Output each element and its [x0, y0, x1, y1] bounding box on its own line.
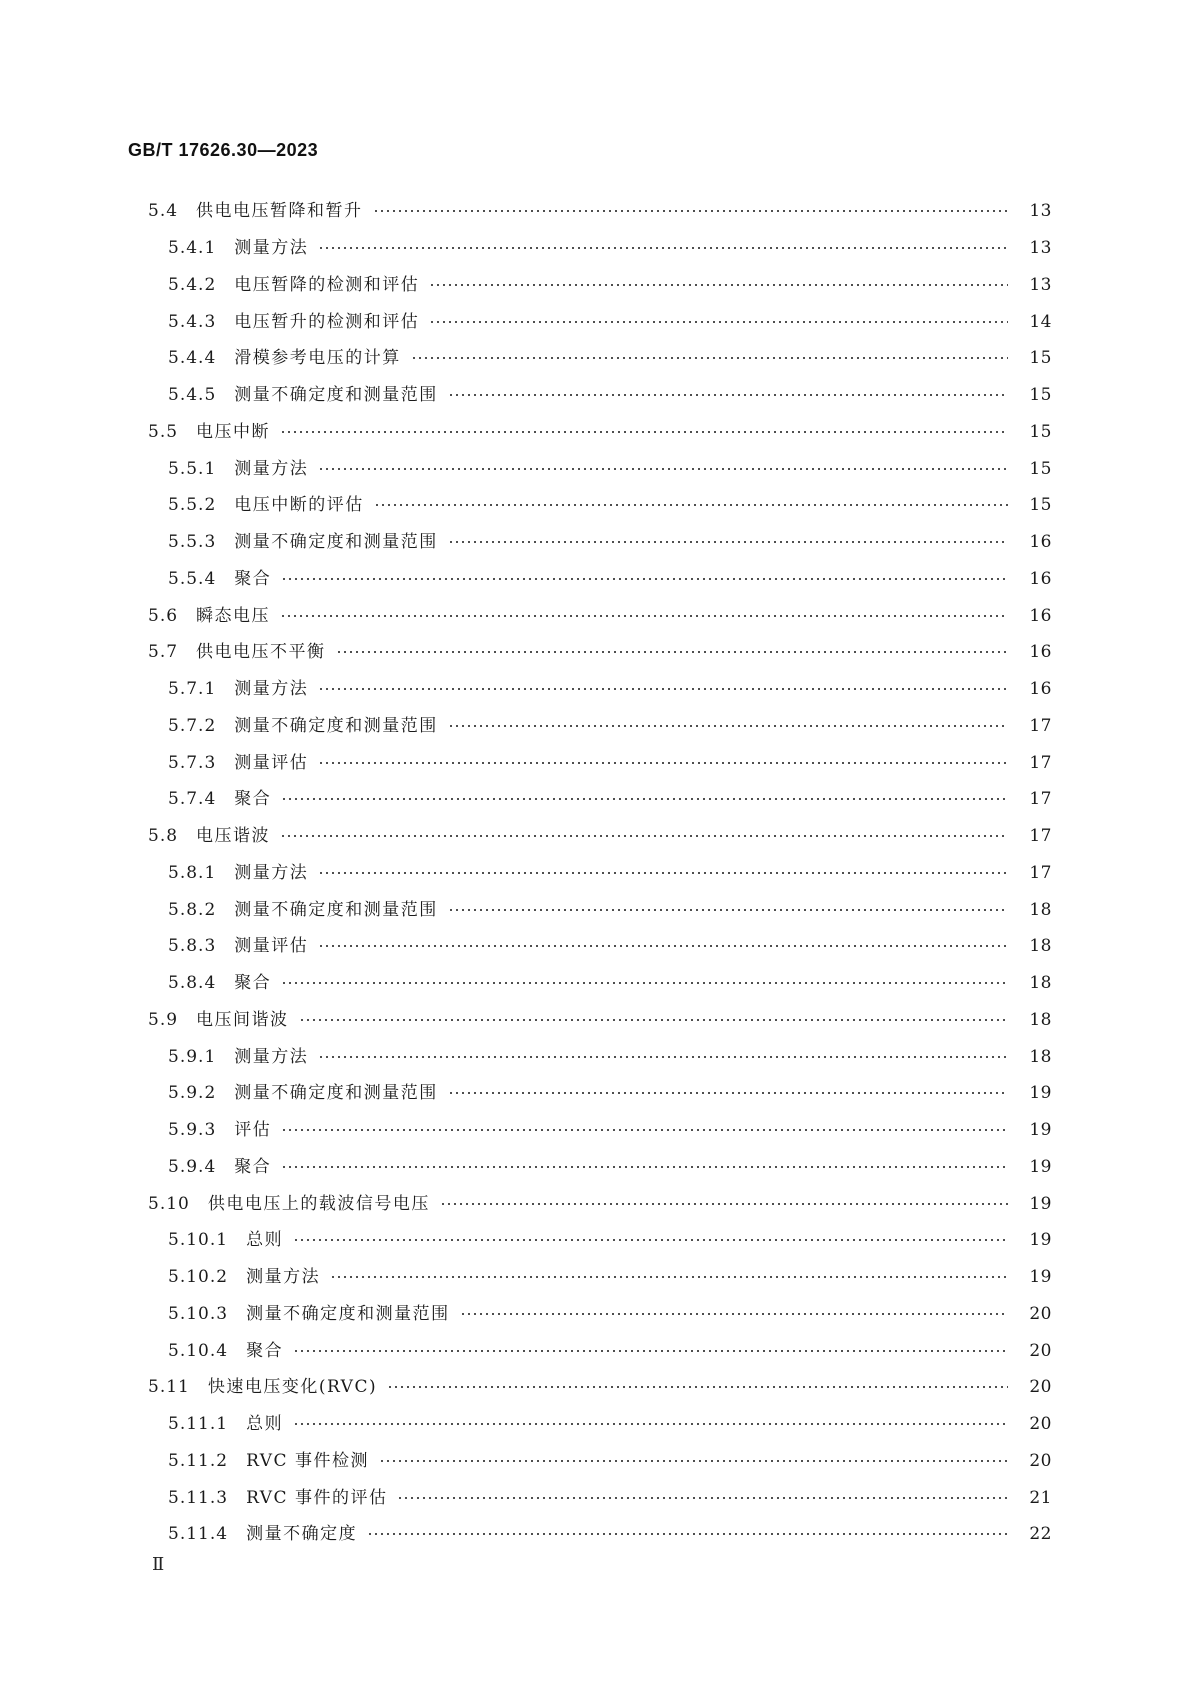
- dot-leader: [367, 1533, 1008, 1535]
- toc-entry[interactable]: [0, 524, 1191, 561]
- toc-entry-page: 15: [1029, 348, 1052, 369]
- toc-entry-number: 5.8: [148, 826, 179, 847]
- toc-entry-number: 5.11.2: [168, 1450, 229, 1471]
- toc-entry-title: 聚合: [234, 568, 272, 589]
- toc-entry-page: 20: [1029, 1303, 1052, 1324]
- toc-entry-title: 电压暂降的检测和评估: [234, 274, 420, 295]
- toc-entry[interactable]: [0, 1259, 1191, 1296]
- toc-entry-page: 13: [1029, 274, 1052, 295]
- dot-leader: [281, 982, 1008, 984]
- toc-entry[interactable]: [0, 193, 1191, 230]
- toc-entry[interactable]: [0, 1332, 1191, 1369]
- toc-entry-title: 聚合: [234, 1156, 272, 1177]
- dot-leader: [440, 1203, 1008, 1205]
- toc-entry-number: 5.4: [148, 201, 179, 222]
- toc-entry-number: 5.11: [148, 1377, 190, 1398]
- dot-leader: [448, 541, 1008, 543]
- toc-entry-page: 15: [1029, 458, 1052, 479]
- toc-entry-page: 20: [1029, 1340, 1052, 1361]
- toc-entry-page: 20: [1029, 1450, 1052, 1471]
- toc-entry-page: 19: [1029, 1193, 1052, 1214]
- dot-leader: [280, 431, 1008, 433]
- dot-leader: [448, 909, 1008, 911]
- dot-leader: [448, 394, 1008, 396]
- dot-leader: [318, 945, 1008, 947]
- toc-entry-number: 5.11.4: [168, 1524, 229, 1545]
- dot-leader: [293, 1423, 1008, 1425]
- toc-entry[interactable]: [0, 634, 1191, 671]
- dot-leader: [429, 284, 1008, 286]
- dot-leader: [330, 1276, 1008, 1278]
- toc-entry[interactable]: [0, 708, 1191, 745]
- toc-entry-number: 5.9.1: [168, 1046, 217, 1067]
- toc-entry-page: 19: [1029, 1230, 1052, 1251]
- toc-entry-title: 测量不确定度和测量范围: [234, 715, 438, 736]
- toc-entry[interactable]: [0, 1296, 1191, 1333]
- dot-leader: [293, 1239, 1008, 1241]
- dot-leader: [280, 615, 1008, 617]
- toc-entry[interactable]: [0, 891, 1191, 928]
- toc-entry-page: 17: [1029, 789, 1052, 810]
- toc-entry-number: 5.4.2: [168, 274, 217, 295]
- toc-entry-title: 电压间谐波: [196, 1009, 289, 1030]
- toc-entry-title: 快速电压变化(RVC): [207, 1377, 378, 1398]
- toc-entry[interactable]: [0, 818, 1191, 855]
- toc-entry-number: 5.10: [148, 1193, 190, 1214]
- toc-entry-title: RVC 事件检测: [246, 1450, 369, 1471]
- toc-entry-title: 供电电压不平衡: [196, 642, 326, 663]
- toc-entry-number: 5.10.2: [168, 1267, 229, 1288]
- toc-entry-page: 15: [1029, 495, 1052, 516]
- toc-entry[interactable]: [0, 1112, 1191, 1149]
- toc-entry-title: 测量不确定度: [246, 1524, 358, 1545]
- toc-entry[interactable]: [0, 1002, 1191, 1039]
- dot-leader: [318, 468, 1008, 470]
- toc-entry[interactable]: [0, 1479, 1191, 1516]
- toc-entry-number: 5.7.3: [168, 752, 217, 773]
- page-number: Ⅱ: [152, 1554, 165, 1575]
- toc-entry-title: 测量评估: [234, 752, 309, 773]
- dot-leader: [387, 1386, 1008, 1388]
- toc-entry-page: 13: [1029, 201, 1052, 222]
- toc-entry[interactable]: [0, 1406, 1191, 1443]
- toc-entry[interactable]: [0, 781, 1191, 818]
- toc-entry-number: 5.5.3: [168, 532, 217, 553]
- toc-entry-title: 供电电压上的载波信号电压: [207, 1193, 430, 1214]
- toc-entry-title: 测量方法: [246, 1267, 321, 1288]
- toc-entry-title: 测量评估: [234, 936, 309, 957]
- document-code: GB/T 17626.30—2023: [128, 140, 319, 160]
- toc-entry[interactable]: [0, 1149, 1191, 1186]
- toc-entry[interactable]: [0, 1443, 1191, 1480]
- toc-entry-page: 22: [1029, 1524, 1052, 1545]
- toc-entry-page: 20: [1029, 1414, 1052, 1435]
- toc-entry-title: 滑模参考电压的计算: [234, 348, 401, 369]
- toc-entry-title: 电压中断: [196, 421, 271, 442]
- toc-entry[interactable]: [0, 1075, 1191, 1112]
- table-of-contents: [0, 193, 1191, 1553]
- toc-entry-page: 14: [1029, 311, 1052, 332]
- toc-entry-page: 16: [1029, 679, 1052, 700]
- toc-entry-number: 5.5: [148, 421, 179, 442]
- toc-entry-number: 5.7.1: [168, 679, 217, 700]
- toc-entry-title: 测量不确定度和测量范围: [234, 1083, 438, 1104]
- toc-entry[interactable]: [0, 965, 1191, 1002]
- toc-entry-page: 15: [1029, 421, 1052, 442]
- toc-entry[interactable]: [0, 377, 1191, 414]
- toc-entry-number: 5.6: [148, 605, 179, 626]
- toc-entry-page: 15: [1029, 385, 1052, 406]
- toc-entry-page: 19: [1029, 1267, 1052, 1288]
- dot-leader: [281, 1166, 1008, 1168]
- toc-entry[interactable]: [0, 1369, 1191, 1406]
- toc-entry-number: 5.7.4: [168, 789, 217, 810]
- toc-entry-page: 19: [1029, 1083, 1052, 1104]
- dot-leader: [336, 651, 1008, 653]
- toc-entry-page: 18: [1029, 973, 1052, 994]
- toc-entry-number: 5.10.4: [168, 1340, 229, 1361]
- toc-entry-number: 5.10.3: [168, 1303, 229, 1324]
- toc-entry-title: 测量不确定度和测量范围: [234, 532, 438, 553]
- toc-entry-number: 5.9.2: [168, 1083, 217, 1104]
- toc-entry[interactable]: [0, 1516, 1191, 1553]
- toc-entry-number: 5.11.1: [168, 1414, 229, 1435]
- toc-entry[interactable]: [0, 230, 1191, 267]
- toc-entry-title: 电压谐波: [196, 826, 271, 847]
- dot-leader: [411, 357, 1008, 359]
- toc-entry-page: 13: [1029, 238, 1052, 259]
- toc-entry-page: 16: [1029, 642, 1052, 663]
- toc-entry[interactable]: [0, 450, 1191, 487]
- toc-entry-number: 5.9: [148, 1009, 179, 1030]
- dot-leader: [318, 872, 1008, 874]
- toc-entry-number: 5.4.3: [168, 311, 217, 332]
- toc-entry-title: 聚合: [234, 789, 272, 810]
- toc-entry-page: 19: [1029, 1156, 1052, 1177]
- toc-entry-number: 5.8.2: [168, 899, 217, 920]
- toc-entry[interactable]: [0, 671, 1191, 708]
- toc-entry-title: 聚合: [234, 973, 272, 994]
- toc-entry-number: 5.5.4: [168, 568, 217, 589]
- toc-entry-page: 16: [1029, 532, 1052, 553]
- toc-entry-number: 5.8.3: [168, 936, 217, 957]
- dot-leader: [429, 321, 1008, 323]
- dot-leader: [379, 1460, 1008, 1462]
- toc-entry-title: 供电电压暂降和暂升: [196, 201, 363, 222]
- toc-entry-page: 18: [1029, 936, 1052, 957]
- toc-entry-title: 电压中断的评估: [234, 495, 364, 516]
- dot-leader: [281, 578, 1008, 580]
- toc-entry[interactable]: [0, 928, 1191, 965]
- toc-entry[interactable]: [0, 340, 1191, 377]
- toc-entry[interactable]: [0, 267, 1191, 304]
- toc-entry-page: 21: [1029, 1487, 1052, 1508]
- toc-entry-page: 18: [1029, 1009, 1052, 1030]
- toc-entry-number: 5.5.2: [168, 495, 217, 516]
- dot-leader: [373, 210, 1008, 212]
- toc-entry-title: 评估: [234, 1120, 272, 1141]
- toc-entry-title: 聚合: [246, 1340, 284, 1361]
- toc-entry-title: 测量不确定度和测量范围: [246, 1303, 450, 1324]
- toc-entry-title: 测量方法: [234, 1046, 309, 1067]
- toc-entry-number: 5.9.4: [168, 1156, 217, 1177]
- toc-entry[interactable]: [0, 487, 1191, 524]
- toc-entry-title: RVC 事件的评估: [246, 1487, 388, 1508]
- toc-entry-number: 5.5.1: [168, 458, 217, 479]
- toc-entry-page: 17: [1029, 715, 1052, 736]
- toc-entry-title: 测量不确定度和测量范围: [234, 385, 438, 406]
- toc-entry-title: 瞬态电压: [196, 605, 271, 626]
- toc-entry-number: 5.4.1: [168, 238, 217, 259]
- toc-entry-page: 16: [1029, 605, 1052, 626]
- toc-entry[interactable]: [0, 1222, 1191, 1259]
- dot-leader: [299, 1019, 1008, 1021]
- toc-entry[interactable]: [0, 1038, 1191, 1075]
- toc-entry-title: 电压暂升的检测和评估: [234, 311, 420, 332]
- toc-entry-page: 16: [1029, 568, 1052, 589]
- toc-entry-page: 20: [1029, 1377, 1052, 1398]
- dot-leader: [318, 247, 1008, 249]
- dot-leader: [318, 688, 1008, 690]
- toc-entry-title: 测量方法: [234, 238, 309, 259]
- dot-leader: [374, 504, 1008, 506]
- toc-entry-page: 17: [1029, 862, 1052, 883]
- dot-leader: [281, 1129, 1008, 1131]
- toc-entry-number: 5.11.3: [168, 1487, 229, 1508]
- toc-entry-number: 5.7.2: [168, 715, 217, 736]
- toc-entry-page: 17: [1029, 752, 1052, 773]
- toc-entry[interactable]: [0, 561, 1191, 598]
- toc-entry[interactable]: [0, 597, 1191, 634]
- dot-leader: [448, 1092, 1008, 1094]
- dot-leader: [318, 1056, 1008, 1058]
- toc-entry-number: 5.4.5: [168, 385, 217, 406]
- toc-entry-number: 5.4.4: [168, 348, 217, 369]
- toc-entry-page: 18: [1029, 1046, 1052, 1067]
- toc-entry-title: 测量方法: [234, 458, 309, 479]
- toc-entry[interactable]: [0, 855, 1191, 892]
- toc-entry-number: 5.9.3: [168, 1120, 217, 1141]
- toc-entry[interactable]: [0, 414, 1191, 451]
- toc-entry-number: 5.10.1: [168, 1230, 229, 1251]
- dot-leader: [318, 762, 1008, 764]
- dot-leader: [293, 1350, 1008, 1352]
- toc-entry-page: 19: [1029, 1120, 1052, 1141]
- toc-entry[interactable]: [0, 303, 1191, 340]
- toc-entry-number: 5.8.1: [168, 862, 217, 883]
- dot-leader: [397, 1497, 1008, 1499]
- toc-entry-page: 17: [1029, 826, 1052, 847]
- toc-entry[interactable]: [0, 1185, 1191, 1222]
- toc-entry-page: 18: [1029, 899, 1052, 920]
- toc-entry-title: 总则: [246, 1414, 284, 1435]
- dot-leader: [280, 835, 1008, 837]
- dot-leader: [460, 1313, 1008, 1315]
- toc-entry-title: 测量方法: [234, 679, 309, 700]
- toc-entry-title: 总则: [246, 1230, 284, 1251]
- toc-entry-number: 5.7: [148, 642, 179, 663]
- dot-leader: [448, 725, 1008, 727]
- toc-entry-title: 测量不确定度和测量范围: [234, 899, 438, 920]
- toc-entry-number: 5.8.4: [168, 973, 217, 994]
- toc-entry[interactable]: [0, 744, 1191, 781]
- dot-leader: [281, 798, 1008, 800]
- toc-entry-title: 测量方法: [234, 862, 309, 883]
